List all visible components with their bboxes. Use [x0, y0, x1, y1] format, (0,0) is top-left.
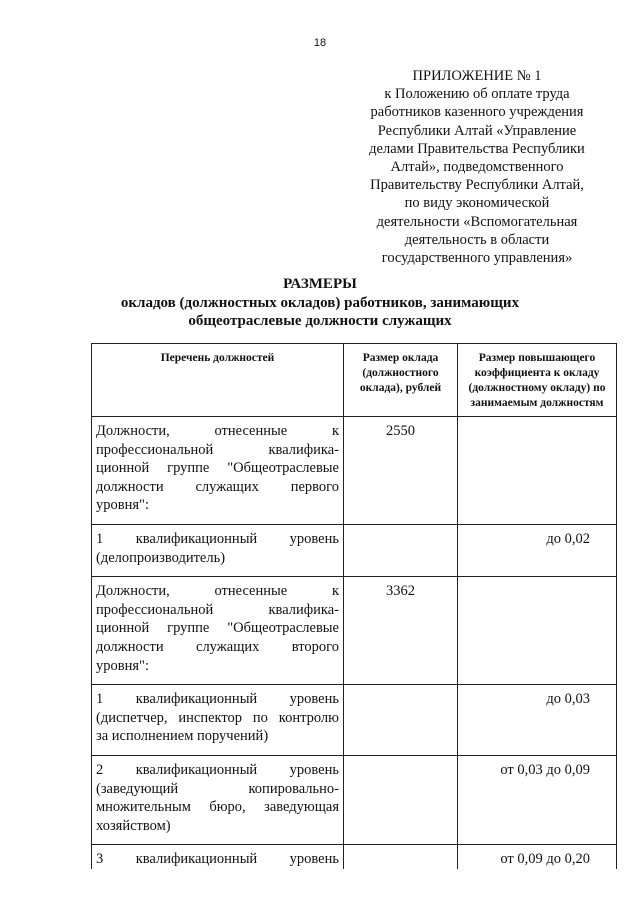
page-number: 18: [313, 37, 327, 49]
position-name: 3 квалификационный уровень: [92, 845, 344, 869]
header-positions: Перечень должностей: [92, 344, 344, 417]
position-name: Должности, отнесенные к профессиональной квалифика- ционной группе "Общеотраслевые должности служащих первого уровня":: [92, 417, 344, 525]
position-name: 2 квалификационный уровень (заведующий копировально- множительным бюро, заведующая хозяйством): [92, 755, 344, 844]
table-row: [92, 755, 617, 844]
table-row: [92, 417, 617, 525]
salary-value: 2550: [344, 417, 458, 525]
position-name: 1 квалификационный уровень (делопроизводитель): [92, 524, 344, 576]
appendix-line: деятельность в области: [404, 231, 550, 248]
appendix-line: деятельности «Вспомогательная: [376, 213, 578, 230]
appendix-line: работников казенного учреждения: [370, 104, 584, 121]
appendix-line: Правительству Республики Алтай,: [370, 177, 584, 194]
appendix-line: ПРИЛОЖЕНИЕ № 1: [412, 68, 542, 84]
salary-value: [344, 685, 458, 756]
appendix-line: по виду экономической: [404, 195, 550, 212]
table-row: [92, 685, 617, 756]
appendix-line: Алтай», подведомственного: [390, 159, 564, 176]
appendix-line: государственного управления»: [381, 250, 573, 267]
appendix-header: [345, 67, 609, 267]
salary-value: [344, 524, 458, 576]
appendix-line: к Положению об оплате труда: [384, 86, 570, 103]
coefficient-value: от 0,03 до 0,09: [458, 755, 617, 844]
salary-value: [344, 755, 458, 844]
title-line-2: окладов (должностных окладов) работников, занимающих: [120, 294, 520, 311]
document-title: [0, 275, 640, 331]
coefficient-value: до 0,02: [458, 524, 617, 576]
coefficient-value: [458, 577, 617, 685]
table-row: [92, 845, 617, 869]
appendix-line: делами Правительства Республики: [369, 140, 585, 157]
header-coefficient: Размер повышающего коэффициента к окладу (должностному окладу) по занимаемым должностям: [458, 344, 617, 417]
salary-value: [344, 845, 458, 869]
header-salary: Размер оклада (должностного оклада), рублей: [344, 344, 458, 417]
position-name: Должности, отнесенные к профессиональной квалифика- ционной группе "Общеотраслевые должности служащих второго уровня":: [92, 577, 344, 685]
coefficient-value: от 0,09 до 0,20: [458, 845, 617, 869]
appendix-line: Республики Алтай «Управление: [377, 122, 577, 139]
salary-value: 3362: [344, 577, 458, 685]
table-header-row: [92, 344, 617, 417]
table-row: [92, 524, 617, 576]
position-name: 1 квалификационный уровень (диспетчер, инспектор по контролю за исполнением поручений): [92, 685, 344, 756]
title-line-3: общеотраслевые должности служащих: [188, 313, 452, 329]
salary-table: [91, 343, 617, 869]
title-line-1: РАЗМЕРЫ: [283, 276, 357, 292]
table-row: [92, 577, 617, 685]
coefficient-value: [458, 417, 617, 525]
coefficient-value: до 0,03: [458, 685, 617, 756]
